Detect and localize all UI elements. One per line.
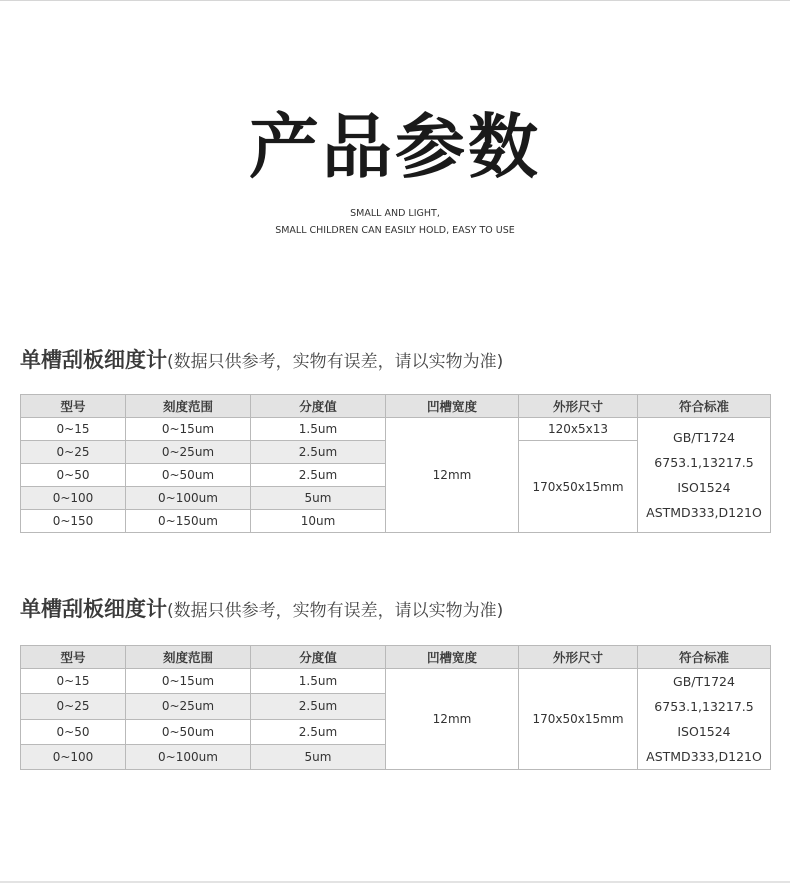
table-row: [21, 669, 771, 694]
cell-division: 2.5um: [251, 719, 386, 744]
cell-division: 5um: [251, 487, 386, 510]
cell-model: 0~15: [21, 418, 126, 441]
cell-range: 0~50um: [126, 464, 251, 487]
cell-range: 0~100um: [126, 487, 251, 510]
standard-line: ISO1524: [677, 724, 731, 739]
cell-standards: [638, 669, 771, 770]
cell-size: 170x50x15mm: [519, 441, 638, 533]
header-size: 外形尺寸: [519, 395, 638, 418]
header-standard: 符合标准: [638, 395, 771, 418]
standard-line: GB/T1724: [673, 430, 735, 445]
section-2-heading-text: 单槽刮板细度计: [20, 597, 167, 621]
cell-standards: [638, 418, 771, 533]
spec-table-1: [20, 394, 771, 533]
header-range: 刻度范围: [126, 646, 251, 669]
subtitle-line-2: SMALL CHILDREN CAN EASILY HOLD, EASY TO USE: [275, 225, 515, 236]
cell-division: 2.5um: [251, 441, 386, 464]
cell-division: 10um: [251, 510, 386, 533]
standard-line: 6753.1,13217.5: [654, 699, 754, 714]
header-groove-width: 凹槽宽度: [386, 646, 519, 669]
cell-range: 0~15um: [126, 669, 251, 694]
table-header-row: [21, 395, 771, 418]
cell-division: 5um: [251, 744, 386, 769]
standard-line: ASTMD333,D121O: [646, 749, 762, 764]
standard-line: GB/T1724: [673, 674, 735, 689]
standard-line: ASTMD333,D121O: [646, 505, 762, 520]
header-division: 分度值: [251, 395, 386, 418]
table-row: [21, 418, 771, 441]
standard-line: ISO1524: [677, 480, 731, 495]
cell-size: 170x50x15mm: [519, 669, 638, 770]
cell-model: 0~50: [21, 719, 126, 744]
cell-division: 1.5um: [251, 418, 386, 441]
cell-groove-width: 12mm: [386, 418, 519, 533]
cell-model: 0~50: [21, 464, 126, 487]
section-1-heading-text: 单槽刮板细度计: [20, 348, 167, 372]
cell-model: 0~25: [21, 694, 126, 719]
cell-range: 0~50um: [126, 719, 251, 744]
subtitle-line-1: SMALL AND LIGHT,: [350, 208, 440, 219]
cell-range: 0~25um: [126, 694, 251, 719]
header-model: 型号: [21, 395, 126, 418]
page-title: 产品参数: [249, 106, 541, 188]
header-model: 型号: [21, 646, 126, 669]
header-size: 外形尺寸: [519, 646, 638, 669]
header-division: 分度值: [251, 646, 386, 669]
header-range: 刻度范围: [126, 395, 251, 418]
cell-model: 0~100: [21, 487, 126, 510]
cell-size-first: 120x5x13: [519, 418, 638, 441]
cell-division: 2.5um: [251, 694, 386, 719]
standard-line: 6753.1,13217.5: [654, 455, 754, 470]
cell-range: 0~150um: [126, 510, 251, 533]
section-1-note: (数据只供参考，实物有误差，请以实物为准): [167, 352, 504, 372]
spec-table-2: [20, 645, 771, 770]
cell-division: 2.5um: [251, 464, 386, 487]
cell-groove-width: 12mm: [386, 669, 519, 770]
cell-model: 0~25: [21, 441, 126, 464]
cell-model: 0~15: [21, 669, 126, 694]
cell-range: 0~25um: [126, 441, 251, 464]
section-2-heading: [20, 593, 503, 623]
cell-range: 0~15um: [126, 418, 251, 441]
header-standard: 符合标准: [638, 646, 771, 669]
section-1-heading: [20, 344, 503, 374]
cell-model: 0~150: [21, 510, 126, 533]
cell-division: 1.5um: [251, 669, 386, 694]
table-header-row: [21, 646, 771, 669]
cell-model: 0~100: [21, 744, 126, 769]
cell-range: 0~100um: [126, 744, 251, 769]
header-groove-width: 凹槽宽度: [386, 395, 519, 418]
section-2-note: (数据只供参考，实物有误差，请以实物为准): [167, 601, 504, 621]
top-divider: [0, 0, 790, 1]
